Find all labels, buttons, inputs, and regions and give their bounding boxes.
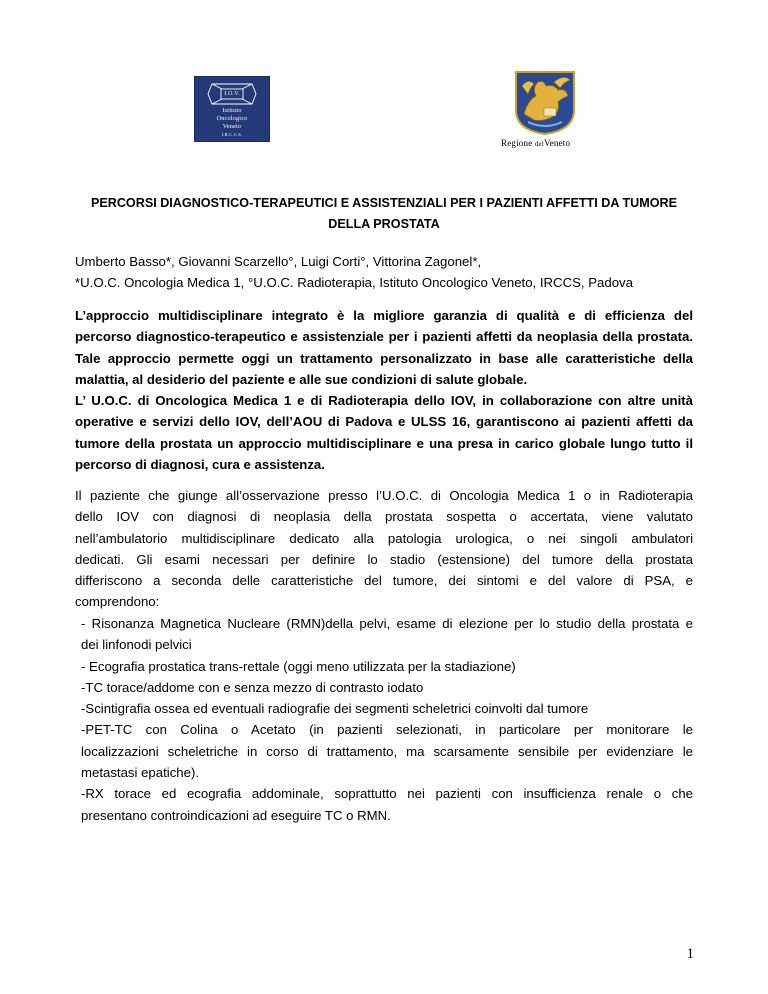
- regione-veneto-name: [501, 138, 611, 148]
- body-line: comprendono:: [75, 594, 160, 610]
- list-item: metastasi epatiche).: [81, 765, 200, 781]
- iov-logo: [194, 76, 270, 142]
- list-item: -RX torace ed ecografia addominale, soprattutto nei pazienti con insufficienza renale o che: [81, 786, 693, 802]
- list-item: - Risonanza Magnetica Nucleare (RMN)della pelvi, esame di elezione per lo studio della prostata e: [81, 616, 693, 631]
- page-number: 1: [686, 946, 694, 962]
- list-item: -Scintigrafia ossea ed eventuali radiografie dei segmenti scheletrici coinvolti dal tumore: [81, 701, 589, 717]
- iov-line1: Istituto: [222, 107, 242, 114]
- bold-line: malattia, al desiderio del paziente e alle sue condizioni di salute globale.: [75, 371, 528, 387]
- iov-badge-text: I.O.V.: [224, 91, 240, 97]
- veneto-name-part1: Regione: [501, 138, 535, 148]
- iov-line4: I.R.C.C.S.: [221, 132, 243, 137]
- authors-block: [75, 251, 693, 294]
- iov-line3: Veneto: [222, 123, 242, 130]
- affiliations-line: *U.O.C. Oncologia Medica 1, °U.O.C. Radioterapia, Istituto Oncologico Veneto, IRCCS, Padova: [75, 275, 633, 291]
- bold-line: L’ U.O.C. di Oncologica Medica 1 e di Radioterapia dello IOV, in collaborazione con altre unità: [75, 393, 693, 409]
- body-line: dedicati. Gli esami necessari per definire lo stadio (estensione) del tumore della prostata: [75, 551, 693, 567]
- veneto-name-part3: Veneto: [544, 138, 571, 148]
- bold-line: operative e servizi dello IOV, dell’AOU di Padova e ULSS 16, garantiscono ai pazienti affetti da: [75, 414, 693, 430]
- body-paragraph: [75, 485, 693, 613]
- bold-line: percorso di diagnosi, cura e assistenza.: [75, 457, 325, 473]
- list-item: -TC torace/addome con e senza mezzo di contrasto iodato: [81, 679, 424, 695]
- authors-line: Umberto Basso*, Giovanni Scarzello°, Luigi Corti°, Vittorina Zagonel*,: [75, 254, 482, 269]
- document-title: [80, 193, 688, 235]
- bold-line: percorso diagnostico-terapeutico e assistenziale per i pazienti affetti da neoplasia della prostata.: [75, 329, 693, 345]
- bold-line: L’approccio multidisciplinare integrato è la migliore garanzia di qualità e di efficienza del: [75, 308, 693, 323]
- iov-line2: Oncologico: [216, 115, 248, 122]
- title-line-2: DELLA PROSTATA: [328, 217, 440, 231]
- intro-bold-paragraph: [75, 305, 693, 475]
- regione-veneto-lion-icon: [514, 70, 576, 136]
- bold-line: tumore della prostata un approccio multidisciplinare e una presa in carico globale lungo tutto il: [75, 435, 693, 451]
- list-item: localizzazioni scheletriche in corso di trattamento, ma scarsamente sensibile per evidenziare le: [81, 743, 693, 759]
- title-line-1: PERCORSI DIAGNOSTICO-TERAPEUTICI E ASSISTENZIALI PER I PAZIENTI AFFETTI DA TUMORE: [90, 196, 678, 210]
- body-line: Il paziente che giunge all’osservazione presso l’U.O.C. di Oncologia Medica 1 o in Radioterapia: [75, 488, 693, 503]
- body-line: nell’ambulatorio multidisciplinare dedicato alla patologia urologica, o nei singoli ambulatori: [75, 530, 693, 546]
- exam-list: [81, 613, 693, 826]
- list-item: -PET-TC con Colina o Acetato (in pazienti selezionati, in particolare per monitorare le: [81, 722, 693, 738]
- list-item: - Ecografia prostatica trans-rettale (oggi meno utilizzata per la stadiazione): [81, 658, 516, 674]
- body-line: differiscono a seconda delle caratteristiche del tumore, dei sintomi e del valore di PSA, e: [75, 573, 693, 589]
- list-item: presentano controindicazioni ad eseguire TC o RMN.: [81, 807, 391, 823]
- bold-line: Tale approccio permette oggi un trattamento personalizzato in base alle caratteristiche della: [75, 350, 693, 366]
- veneto-name-part2: del: [534, 140, 544, 148]
- body-line: dello IOV con diagnosi di neoplasia della prostata sospetta o accertata, viene valutato: [75, 509, 693, 525]
- list-item: dei linfonodi pelvici: [81, 637, 192, 653]
